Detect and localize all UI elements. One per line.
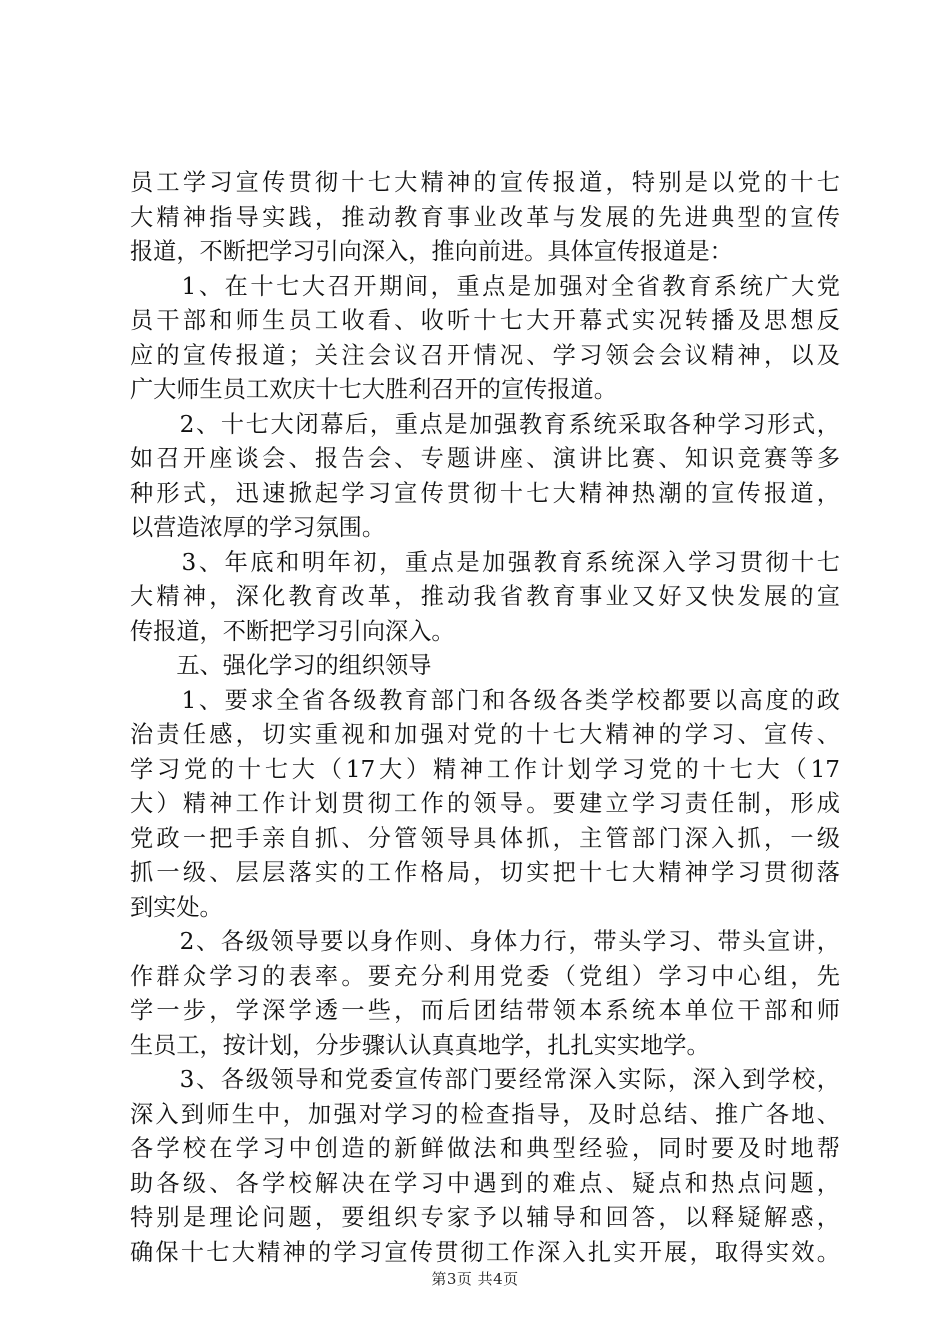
- page-footer: 第3页 共4页: [431, 1270, 519, 1288]
- text-line: 学一步，学深学透一些，而后团结带领本系统本单位干部和师: [130, 997, 840, 1024]
- text-line: 大精神指导实践，推动教育事业改革与发展的先进典型的宣传: [130, 203, 840, 231]
- text-line: 1、要求全省各级教育部门和各级各类学校都要以高度的政: [130, 686, 840, 714]
- text-line: 2、十七大闭幕后，重点是加强教育系统采取各种学习形式，: [130, 410, 840, 438]
- text-line: 治责任感，切实重视和加强对党的十七大精神的学习、宣传、: [130, 721, 840, 748]
- text-line: 学习党的十七大（17大）精神工作计划学习党的十七大（17: [130, 755, 840, 783]
- text-line: 特别是理论问题，要组织专家予以辅导和回答，以释疑解惑，: [130, 1204, 840, 1231]
- text-line: 五、强化学习的组织领导: [130, 652, 432, 679]
- text-line: 以营造浓厚的学习氛围。: [130, 514, 386, 541]
- text-line: 作群众学习的表率。要充分利用党委（党组）学习中心组，先: [130, 962, 840, 990]
- text-line: 大）精神工作计划贯彻工作的领导。要建立学习责任制，形成: [130, 790, 840, 817]
- text-line: 助各级、各学校解决在学习中遇到的难点、疑点和热点问题，: [130, 1169, 840, 1197]
- text-line: 员干部和师生员工收看、收听十七大开幕式实况转播及思想反: [130, 307, 840, 334]
- text-line: 深入到师生中，加强对学习的检查指导，及时总结、推广各地、: [130, 1100, 840, 1128]
- text-line: 传报道，不断把学习引向深入。: [130, 617, 455, 645]
- document-body: [130, 166, 840, 1270]
- text-line: 应的宣传报道；关注会议召开情况、学习领会会议精神，以及: [130, 341, 840, 369]
- text-line: 各学校在学习中创造的新鲜做法和典型经验，同时要及时地帮: [130, 1135, 840, 1162]
- text-line: 1、在十七大召开期间，重点是加强对全省教育系统广大党: [130, 272, 840, 300]
- text-line: 报道，不断把学习引向深入，推向前进。具体宣传报道是：: [130, 238, 733, 265]
- text-line: 广大师生员工欢庆十七大胜利召开的宣传报道。: [130, 376, 617, 403]
- text-line: 如召开座谈会、报告会、专题讲座、演讲比赛、知识竞赛等多: [130, 445, 840, 472]
- text-line: 党政一把手亲自抓、分管领导具体抓，主管部门深入抓，一级: [130, 824, 840, 852]
- text-line: 确保十七大精神的学习宣传贯彻工作深入扎实开展，取得实效。: [130, 1238, 840, 1266]
- text-line: 生员工，按计划，分步骤认认真真地学，扎扎实实地学。: [130, 1031, 710, 1059]
- text-line: 种形式，迅速掀起学习宣传贯彻十七大精神热潮的宣传报道，: [130, 479, 840, 507]
- text-line: 3、各级领导和党委宣传部门要经常深入实际，深入到学校，: [130, 1066, 840, 1093]
- text-line: 2、各级领导要以身作则、身体力行，带头学习、带头宣讲，: [130, 928, 840, 955]
- text-line: 到实处。: [130, 893, 223, 921]
- text-line: 大精神，深化教育改革，推动我省教育事业又好又快发展的宣: [130, 583, 840, 610]
- text-line: 抓一级、层层落实的工作格局，切实把十七大精神学习贯彻落: [130, 859, 840, 886]
- text-line: 3、年底和明年初，重点是加强教育系统深入学习贯彻十七: [130, 548, 840, 576]
- text-line: 员工学习宣传贯彻十七大精神的宣传报道，特别是以党的十七: [130, 169, 840, 196]
